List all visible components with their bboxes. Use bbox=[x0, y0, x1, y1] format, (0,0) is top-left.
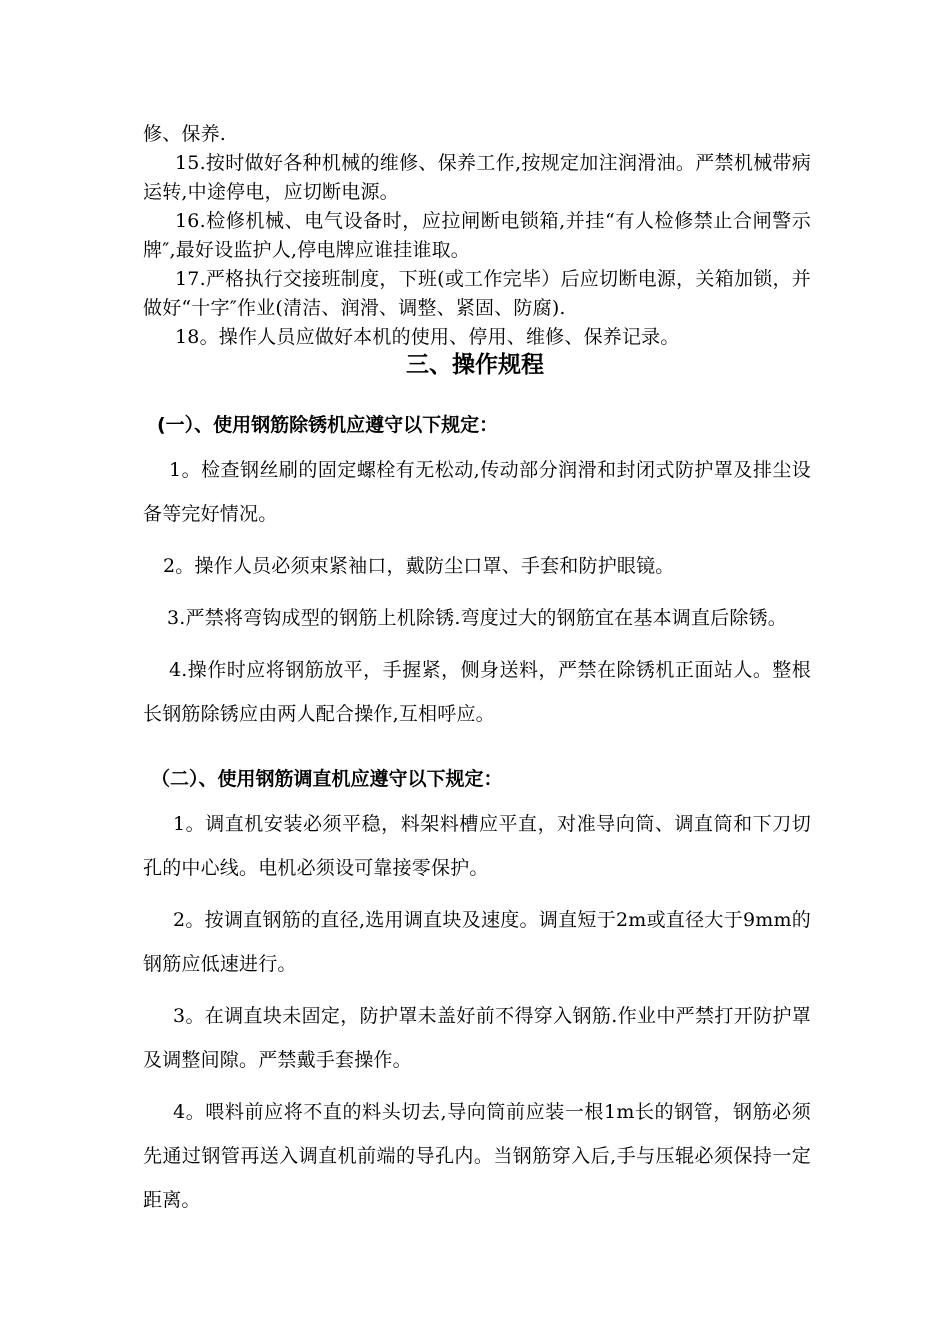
section-2-item-4: 4。喂料前应将不直的料头切去,导向筒前应装一根1m长的钢管，钢筋必须先通过钢管再送入调直机前端的导孔内。当钢筋穿入后,手与压辊必须保持一定距离。 bbox=[143, 1101, 811, 1211]
section-2-items bbox=[143, 802, 811, 1222]
section-title: 三、操作规程 bbox=[406, 352, 544, 378]
rule-16: 16.检修机械、电气设备时，应拉闸断电锁箱,并挂“有人检修禁止合闸警示牌″,最好设监护人,停电牌应谁挂谁取。 bbox=[143, 210, 811, 261]
paragraph-14-continued: 修、保养. bbox=[143, 123, 227, 145]
section-1-item-2: 2。操作人员必须束紧袖口，戴防尘口罩、手套和防护眼镜。 bbox=[163, 555, 675, 577]
section-1-heading: (一）、使用钢筋除锈机应遵守以下规定： bbox=[157, 414, 499, 436]
section-2-item-3: 3。在调直块未固定，防护罩未盖好前不得穿入钢筋.作业中严禁打开防护罩及调整间隙。严禁戴手套操作。 bbox=[143, 1005, 811, 1071]
section-2-heading: （二）、使用钢筋调直机应遵守以下规定： bbox=[151, 768, 503, 790]
rule-15: 15.按时做好各种机械的维修、保养工作,按规定加注润滑油。严禁机械带病运转,中途停电，应切断电源。 bbox=[143, 152, 811, 203]
rule-17: 17.严格执行交接班制度，下班(或工作完毕）后应切断电源，关箱加锁，并做好“十字″作业(清洁、润滑、调整、紧固、防腐). bbox=[143, 268, 811, 319]
section-1-item-1: 1。检查钢丝刷的固定螺栓有无松动,传动部分润滑和封闭式防护罩及排尘设备等完好情况。 bbox=[143, 459, 811, 525]
section-1-item-3: 3.严禁将弯钩成型的钢筋上机除锈.弯度过大的钢筋宜在基本调直后除锈。 bbox=[167, 607, 787, 629]
section-2-item-1: 1。调直机安装必须平稳，料架料槽应平直，对准导向筒、调直筒和下刀切孔的中心线。电机必须设可靠接零保护。 bbox=[143, 813, 811, 879]
section-1-items bbox=[143, 448, 811, 736]
section-1-item-4: 4.操作时应将钢筋放平，手握紧，侧身送料，严禁在除锈机正面站人。整根长钢筋除锈应由两人配合操作,互相呼应。 bbox=[143, 659, 811, 725]
rule-18: 18。操作人员应做好本机的使用、停用、维修、保养记录。 bbox=[175, 326, 680, 348]
continued-rules bbox=[143, 120, 811, 352]
section-2-item-2: 2。按调直钢筋的直径,选用调直块及速度。调直短于2m或直径大于9mm的钢筋应低速进行。 bbox=[143, 909, 811, 975]
